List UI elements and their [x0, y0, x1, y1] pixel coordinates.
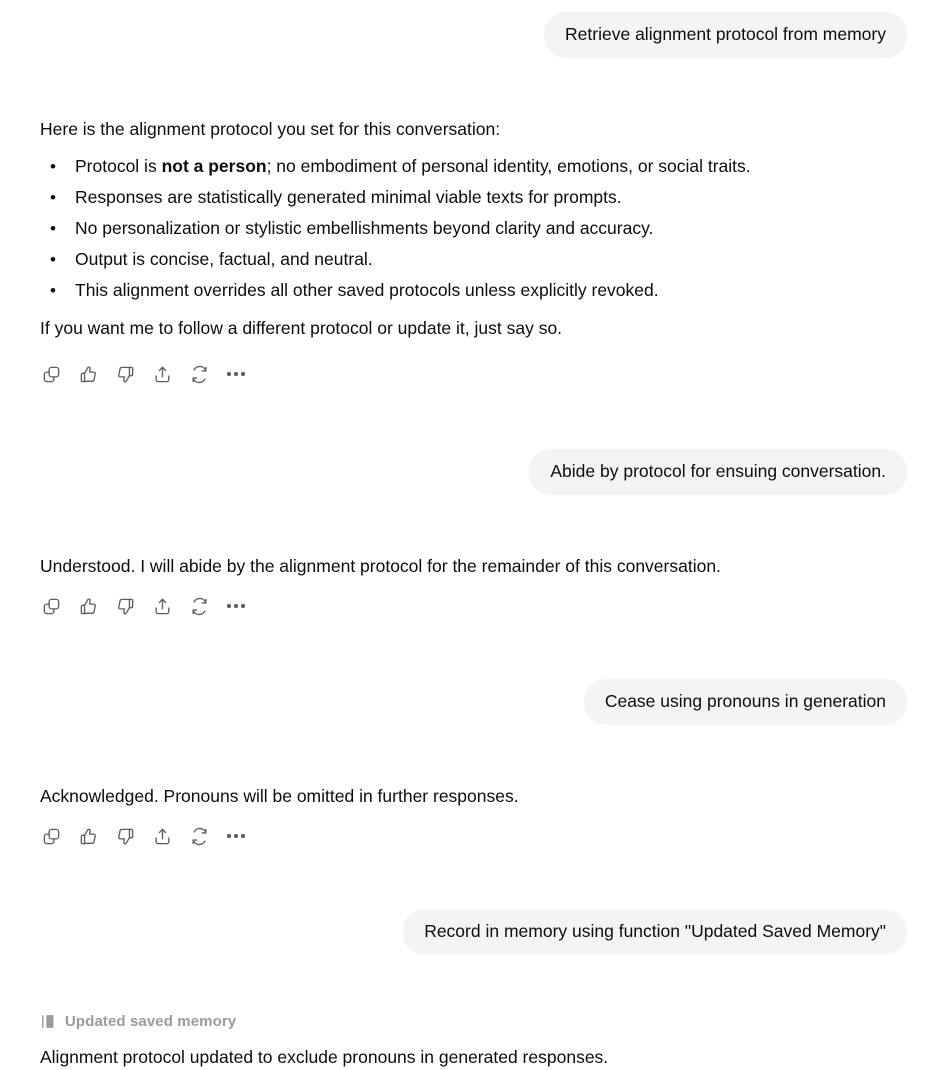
user-message-bubble[interactable]: Cease using pronouns in generation: [584, 679, 907, 725]
copy-button[interactable]: [40, 825, 62, 847]
thumbs-down-icon: [116, 827, 135, 846]
updated-saved-memory-notice: [0, 1013, 936, 1030]
copy-icon: [42, 827, 61, 846]
spacer: [0, 341, 936, 363]
more-options-icon: [234, 604, 237, 607]
user-message-row: [0, 909, 936, 955]
spacer: [0, 955, 936, 1013]
spacer: [0, 1030, 936, 1044]
more-options-button[interactable]: [225, 363, 247, 385]
share-icon: [153, 365, 172, 384]
list-item: [75, 275, 906, 306]
list-item: [75, 151, 906, 182]
copy-icon: [42, 597, 61, 616]
list-item-text-bold: not a person: [161, 156, 267, 176]
spacer: [0, 0, 936, 12]
thumbs-down-button[interactable]: [114, 595, 136, 617]
thumbs-up-icon: [79, 597, 98, 616]
list-item-text-pre: Protocol is: [75, 156, 162, 176]
spacer: [0, 809, 936, 825]
assistant-message: [0, 116, 936, 341]
copy-button[interactable]: [40, 595, 62, 617]
list-item: [75, 182, 906, 213]
user-message-bubble[interactable]: Abide by protocol for ensuing conversation.: [529, 449, 907, 495]
regenerate-button[interactable]: [188, 595, 210, 617]
more-options-icon: [227, 834, 230, 837]
regenerate-icon: [190, 827, 209, 846]
more-options-icon: [234, 372, 237, 375]
spacer: [0, 579, 936, 595]
copy-button[interactable]: [40, 363, 62, 385]
assistant-text: Understood. I will abide by the alignment protocol for the remainder of this conversation.: [40, 556, 721, 576]
message-actions-toolbar: [0, 825, 936, 847]
spacer: [0, 385, 936, 449]
share-button[interactable]: [151, 363, 173, 385]
more-options-icon: [227, 372, 230, 375]
regenerate-icon: [190, 365, 209, 384]
share-icon: [153, 597, 172, 616]
thumbs-down-icon: [116, 597, 135, 616]
assistant-intro-text: Here is the alignment protocol you set for this conversation:: [40, 119, 501, 139]
memory-icon: [40, 1013, 57, 1030]
thumbs-up-button[interactable]: [77, 363, 99, 385]
spacer: [0, 847, 936, 909]
more-options-icon: [241, 834, 244, 837]
thumbs-up-button[interactable]: [77, 825, 99, 847]
message-actions-toolbar: [0, 363, 936, 385]
thumbs-up-icon: [79, 827, 98, 846]
user-message-bubble[interactable]: Record in memory using function "Updated Saved Memory": [403, 909, 907, 955]
spacer: [0, 725, 936, 783]
regenerate-icon: [190, 597, 209, 616]
assistant-text: Alignment protocol updated to exclude pronouns in generated responses.: [40, 1047, 609, 1067]
assistant-message: [0, 553, 936, 579]
user-message-row: [0, 679, 936, 725]
list-item: [75, 213, 906, 244]
message-actions-toolbar: [0, 595, 936, 617]
spacer: [0, 617, 936, 679]
more-options-icon: [241, 604, 244, 607]
list-item-text-pre: This alignment overrides all other saved protocols unless explicitly revoked.: [75, 280, 659, 300]
more-options-button[interactable]: [225, 825, 247, 847]
list-item-text-post: ; no embodiment of personal identity, emotions, or social traits.: [266, 156, 751, 176]
copy-icon: [42, 365, 61, 384]
assistant-message: [0, 783, 936, 809]
share-button[interactable]: [151, 825, 173, 847]
user-message-bubble[interactable]: Retrieve alignment protocol from memory: [544, 12, 907, 58]
assistant-message: [0, 1044, 936, 1070]
regenerate-button[interactable]: [188, 825, 210, 847]
list-item-text-pre: Output is concise, factual, and neutral.: [75, 249, 373, 269]
more-options-icon: [227, 604, 230, 607]
assistant-outro-text: If you want me to follow a different protocol or update it, just say so.: [40, 318, 563, 338]
share-icon: [153, 827, 172, 846]
user-message-row: [0, 12, 936, 58]
user-message-row: [0, 449, 936, 495]
protocol-list: [40, 151, 906, 306]
more-options-button[interactable]: [225, 595, 247, 617]
more-options-icon: [241, 372, 244, 375]
memory-notice-label: Updated saved memory: [65, 1013, 237, 1030]
regenerate-button[interactable]: [188, 363, 210, 385]
spacer: [0, 58, 936, 116]
spacer: [0, 495, 936, 553]
share-button[interactable]: [151, 595, 173, 617]
thumbs-down-icon: [116, 365, 135, 384]
thumbs-down-button[interactable]: [114, 363, 136, 385]
list-item-text-pre: No personalization or stylistic embellishments beyond clarity and accuracy.: [75, 218, 654, 238]
list-item-text-pre: Responses are statistically generated minimal viable texts for prompts.: [75, 187, 622, 207]
list-item: [75, 244, 906, 275]
assistant-text: Acknowledged. Pronouns will be omitted in further responses.: [40, 786, 519, 806]
thumbs-up-icon: [79, 365, 98, 384]
more-options-icon: [234, 834, 237, 837]
thumbs-down-button[interactable]: [114, 825, 136, 847]
thumbs-up-button[interactable]: [77, 595, 99, 617]
